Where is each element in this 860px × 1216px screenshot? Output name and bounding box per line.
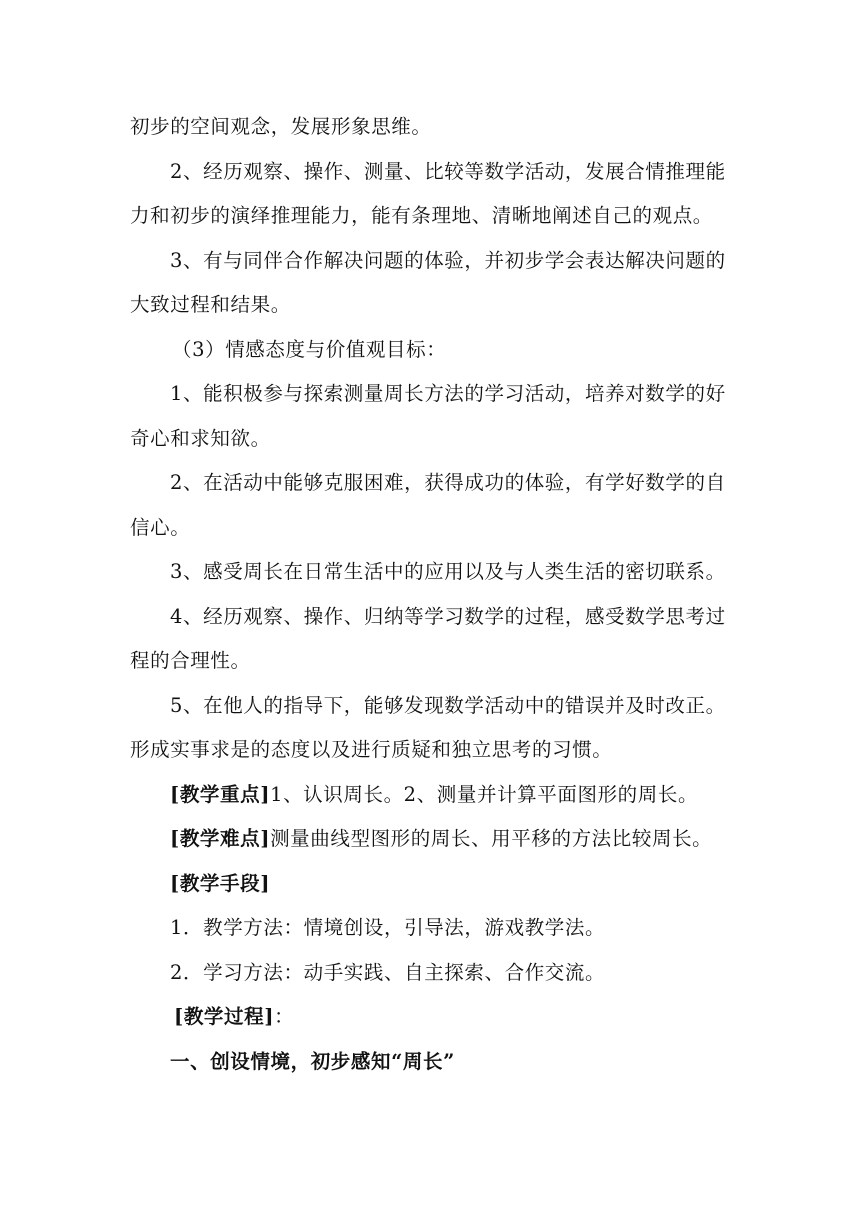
text-line: 大致过程和结果。 <box>130 293 291 316</box>
text-line: 力和初步的演绎推理能力，能有条理地、清晰地阐述自己的观点。 <box>130 204 713 227</box>
text-line: 2、在活动中能够克服困难，获得成功的体验，有学好数学的自 <box>170 471 726 494</box>
means-item: 2．学习方法：动手实践、自主探索、合作交流。 <box>170 961 606 984</box>
text-line: 3、有与同伴合作解决问题的体验，并初步学会表达解决问题的 <box>170 249 726 272</box>
key-point-line <box>170 782 780 808</box>
text-line: 4、经历观察、操作、归纳等学习数学的过程，感受数学思考过 <box>170 605 726 628</box>
section-1-title: 一、创设情境，初步感知“周长” <box>170 1050 455 1073</box>
difficult-point-line <box>170 826 780 852</box>
key-point-text: 1、认识周长。2、测量并计算平面图形的周长。 <box>270 783 699 806</box>
text-line: 3、感受周长在日常生活中的应用以及与人类生活的密切联系。 <box>170 560 726 583</box>
process-heading-suffix: ： <box>274 1005 295 1028</box>
text-line: 信心。 <box>130 516 191 539</box>
process-heading <box>174 1004 784 1030</box>
text-line: 形成实事求是的态度以及进行质疑和独立思考的习惯。 <box>130 738 613 761</box>
means-item: 1．教学方法：情境创设，引导法，游戏教学法。 <box>170 916 606 939</box>
difficult-point-label: [教学难点] <box>170 827 271 850</box>
text-line: 5、在他人的指导下，能够发现数学活动中的错误并及时改正。 <box>170 694 726 717</box>
text-line: 程的合理性。 <box>130 649 251 672</box>
key-point-label: [教学重点] <box>170 783 271 806</box>
text-line: 初步的空间观念，发展形象思维。 <box>130 115 432 138</box>
text-line: 奇心和求知欲。 <box>130 427 271 450</box>
difficult-point-text: 测量曲线型图形的周长、用平移的方法比较周长。 <box>270 827 713 850</box>
means-heading: [教学手段] <box>170 872 271 895</box>
process-heading-label: [教学过程] <box>174 1005 275 1028</box>
text-line: 2、经历观察、操作、测量、比较等数学活动，发展合情推理能 <box>170 160 726 183</box>
section-heading: （3）情感态度与价值观目标： <box>172 338 447 361</box>
text-line: 1、能积极参与探索测量周长方法的学习活动，培养对数学的好 <box>170 382 726 405</box>
